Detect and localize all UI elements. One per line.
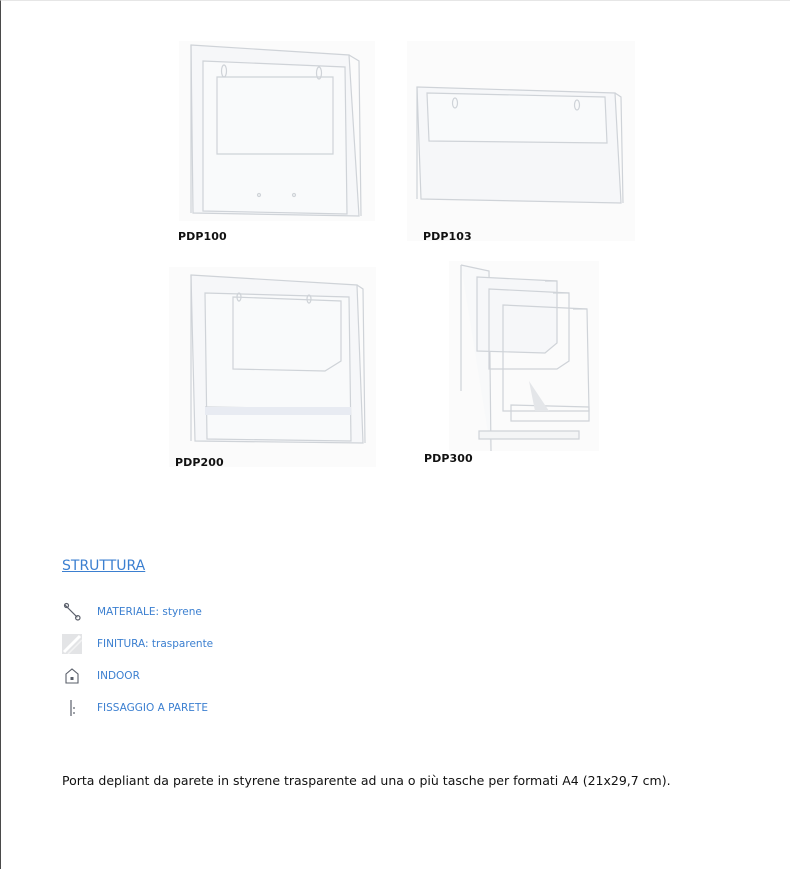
product-code-pdp300: PDP300 — [424, 452, 473, 465]
house-icon — [61, 665, 83, 687]
spec-row-wall-mount — [61, 697, 208, 719]
product-image-pdp100 — [179, 41, 375, 221]
section-title-struttura[interactable]: STRUTTURA — [62, 558, 146, 574]
spec-row-indoor — [61, 665, 140, 687]
product-image-pdp200 — [169, 267, 376, 467]
wall-mount-icon — [61, 697, 83, 719]
product-code-pdp103: PDP103 — [423, 230, 472, 243]
product-description: Porta depliant da parete in styrene trasparente ad una o più tasche per formati A4 (21x29,7 cm). — [62, 773, 671, 788]
spec-label-material: MATERIALE: styrene — [97, 606, 202, 618]
product-code-pdp100: PDP100 — [178, 230, 227, 243]
spec-label-finish: FINITURA: trasparente — [97, 638, 214, 650]
wrench-icon — [61, 601, 83, 623]
product-code-pdp200: PDP200 — [175, 456, 224, 469]
spec-label-indoor: INDOOR — [97, 670, 140, 682]
product-image-pdp300 — [449, 261, 599, 451]
spec-label-wall-mount: FISSAGGIO A PARETE — [97, 702, 208, 714]
spec-row-material — [61, 601, 202, 623]
product-image-pdp103 — [407, 41, 635, 241]
finish-swatch-icon — [61, 633, 83, 655]
spec-row-finish — [61, 633, 214, 655]
